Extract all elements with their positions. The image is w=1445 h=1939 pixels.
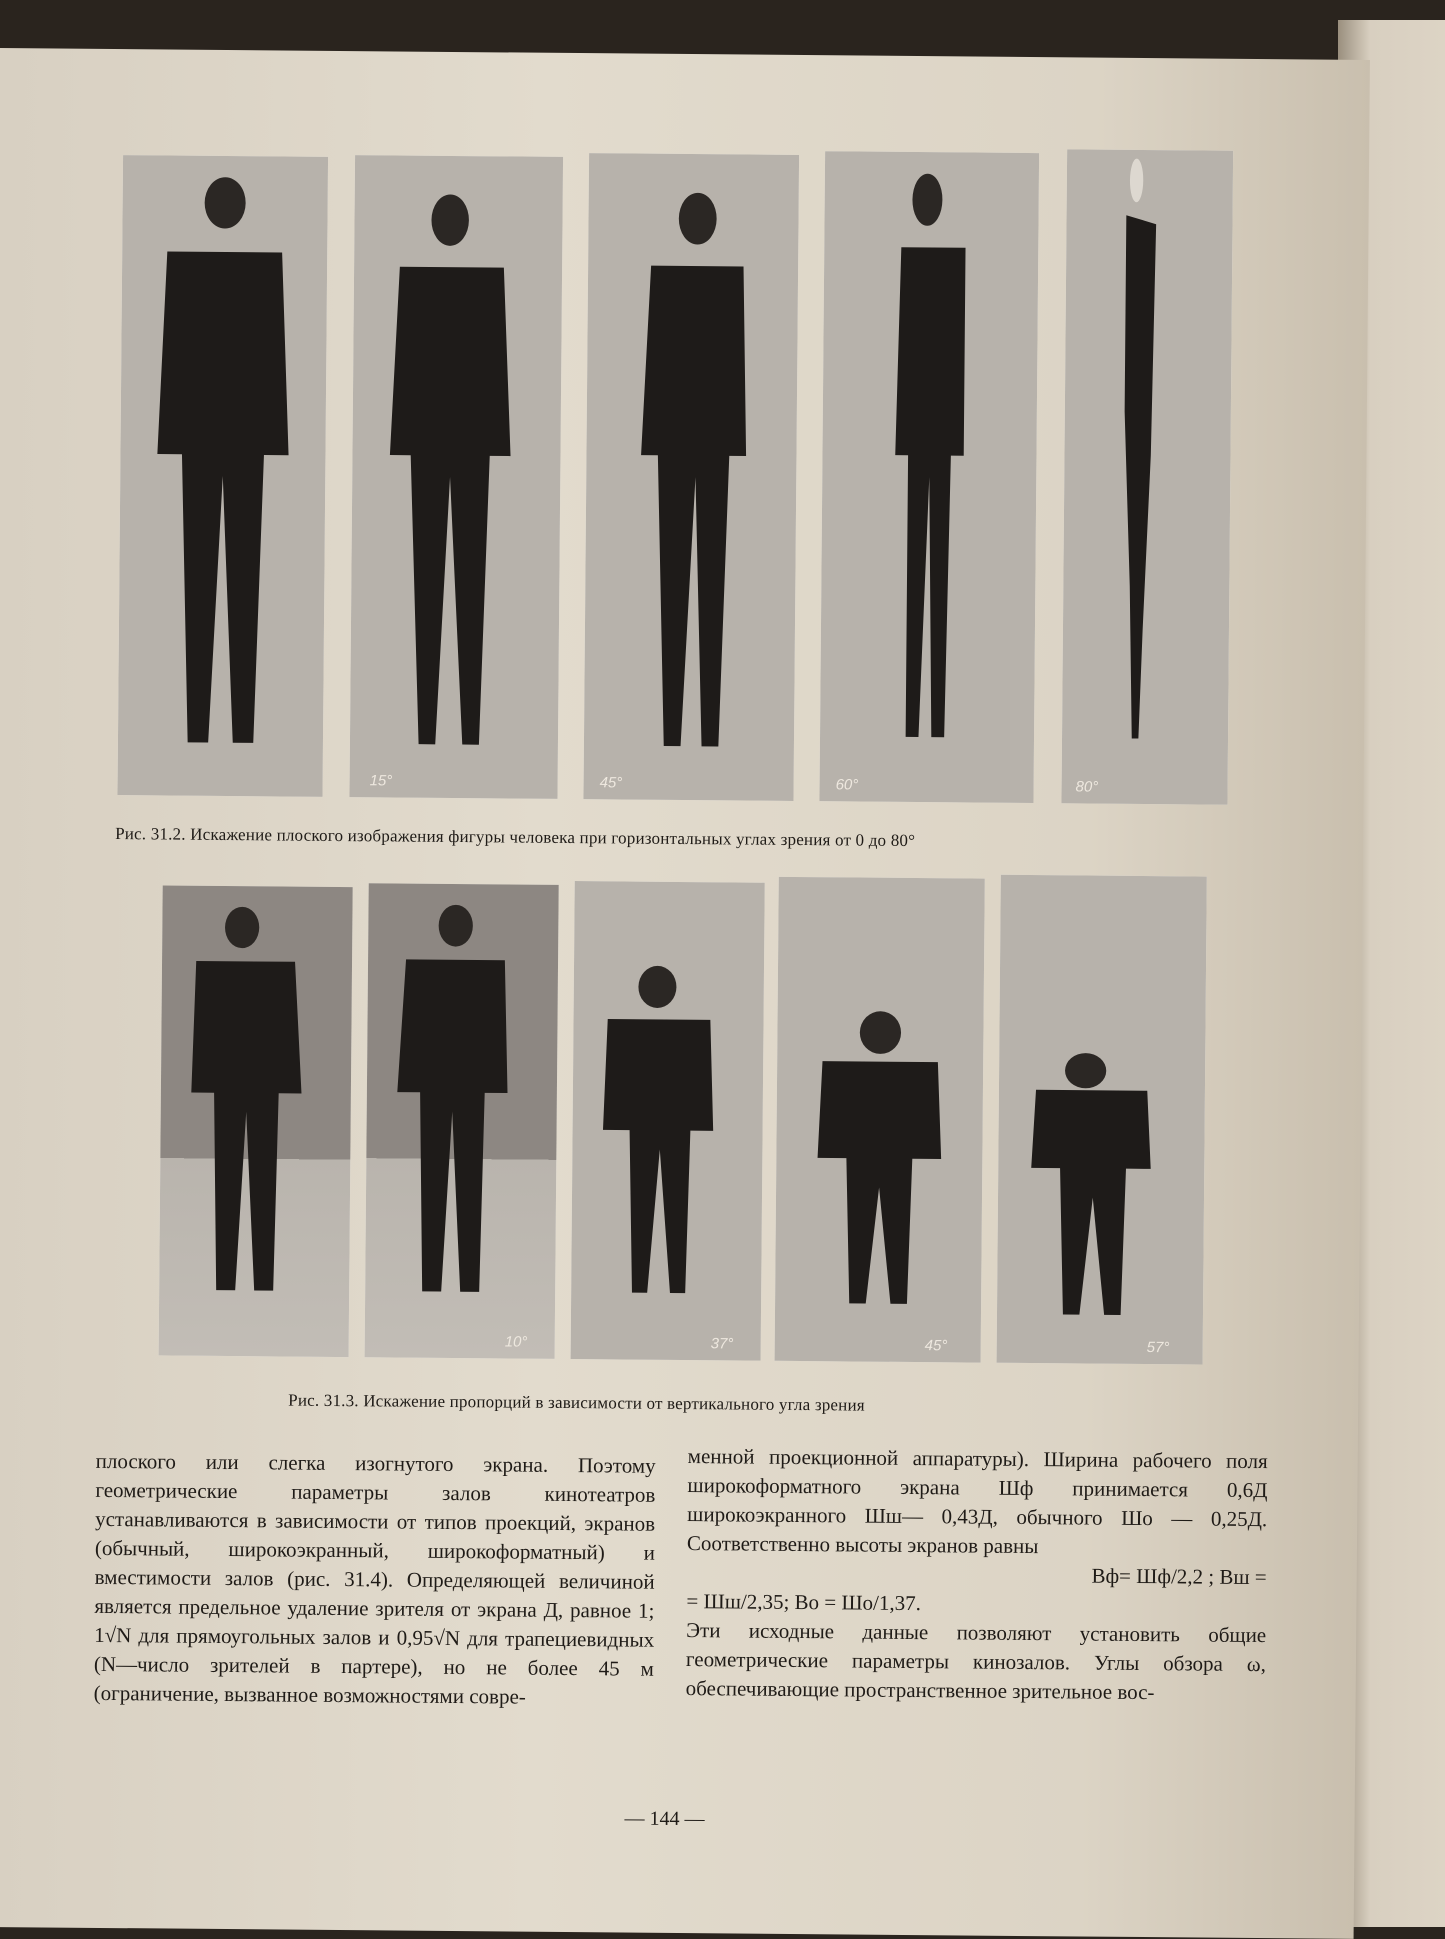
figure-photo <box>997 875 1207 1365</box>
angle-label: 45° <box>599 774 623 792</box>
figure-photo <box>583 153 799 801</box>
figure-caption: Рис. 31.3. Искажение пропорций в зависимости от вертикального угла зрения <box>288 1390 865 1415</box>
paragraph: менной проекционной аппаратуры). Ширина рабочего поля широкоформатного экрана Шф принимается 0,6Д широкоэкранного Шш— 0,43Д, обычного Шо — 0,25Д. Соответственно высоты экранов равны <box>686 1444 1268 1559</box>
paragraph: Эти исходные данные позволяют установить общие геометрические параметры кинозалов. Углы обзора ω, обеспечивающие пространственное зрительное вос- <box>685 1618 1267 1705</box>
figure-caption: Рис. 31.2. Искажение плоского изображения фигуры человека при горизонтальных углах зрения от 0 до 80° <box>115 824 916 851</box>
figure-photo <box>819 151 1039 803</box>
figure-photo <box>1061 149 1233 804</box>
formula: = Шш/2,35; Во = Шо/1,37. <box>686 1589 922 1616</box>
text-column-left <box>94 1447 656 1713</box>
angle-label: 80° <box>1075 778 1099 796</box>
figure-photo <box>349 155 563 799</box>
paragraph: плоского или слегка изогнутого экрана. Поэтому геометрические параметры залов кинотеатров устанавливаются в зависимости от типов проекций, экранов (обычный, широкоэкранный, широкоформатный) и вместимости залов (рис. 31.4). Определяющей величиной является предельное удаление зрителя от экрана Д, равное 1; 1√N для прямоугольных залов и 0,95√N для трапециевидных (N—число зрителей в партере), но не более 45 м (ограничение, вызванное возможностями совре- <box>93 1448 656 1709</box>
figure-photo <box>775 877 985 1363</box>
text-column-right <box>686 1442 1268 1708</box>
formula: Вф= Шф/2,2 ; Вш = <box>1091 1563 1267 1590</box>
page-number: — 144 — <box>624 1807 705 1831</box>
angle-label: 15° <box>369 772 393 790</box>
angle-label: 57° <box>1146 1339 1170 1357</box>
angle-label: 45° <box>924 1337 948 1355</box>
angle-label: 37° <box>710 1335 734 1353</box>
angle-label: 10° <box>504 1333 528 1351</box>
angle-label: 60° <box>835 776 859 794</box>
figure-photo <box>365 883 559 1359</box>
figure-photo <box>159 885 353 1357</box>
book-page <box>0 48 1370 1939</box>
figure-photo <box>117 155 328 797</box>
figure-photo <box>571 881 765 1361</box>
